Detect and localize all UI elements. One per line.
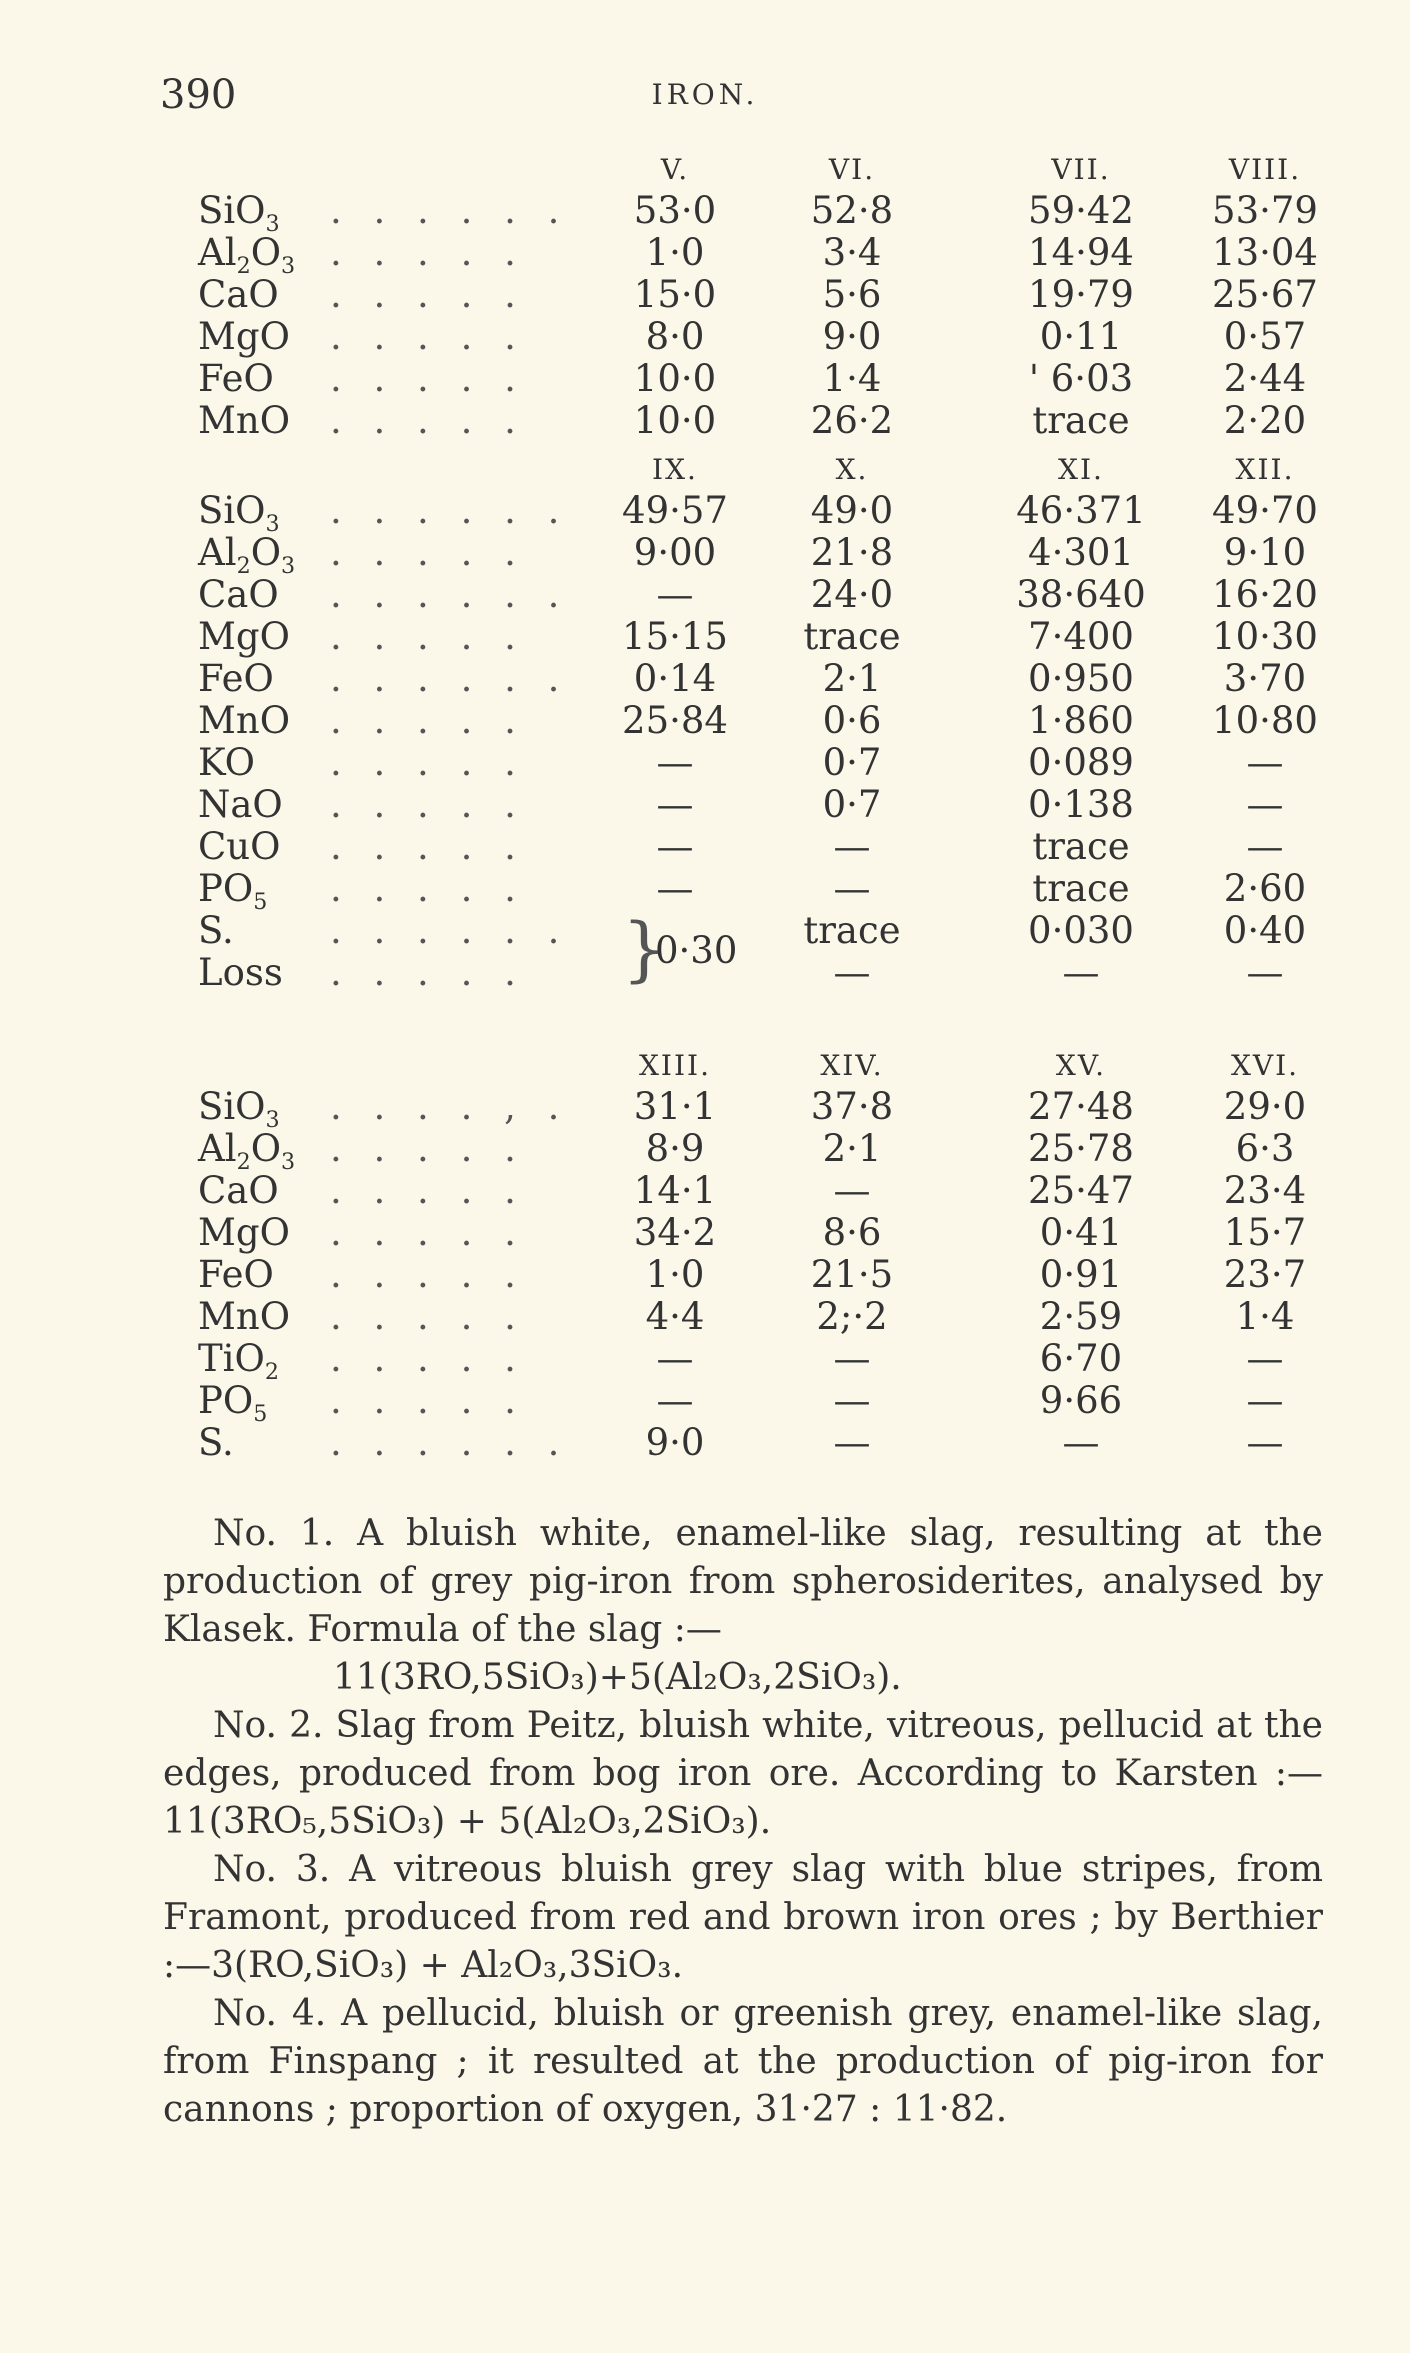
leader-dots: . . . . . (330, 1128, 526, 1170)
compound-label (198, 316, 290, 358)
compound-label (198, 358, 274, 400)
table-cell: — (1246, 951, 1284, 994)
compound-base: Al (198, 1127, 237, 1170)
table-cell: 2·1 (822, 657, 882, 700)
compound-subscript: 2 (264, 1358, 279, 1385)
leader-dots: . . . . . (330, 316, 526, 358)
table-cell: 9·66 (1039, 1379, 1123, 1422)
column-header: VI. (828, 153, 876, 186)
compound-subscript: 3 (265, 1106, 280, 1133)
table-cell: 19·79 (1028, 273, 1134, 316)
compound-base: SiO (198, 489, 266, 532)
table-cell: 15·7 (1223, 1211, 1307, 1254)
compound-base: MgO (198, 615, 290, 658)
table-row (0, 826, 1410, 868)
column-header: IX. (652, 453, 698, 486)
table-cell: 0·6 (822, 699, 882, 742)
leader-dots: . . . . . (330, 742, 526, 784)
compound-subscript-2: 3 (281, 1148, 296, 1175)
table-cell: 0·14 (633, 657, 717, 700)
table-cell: — (833, 1379, 871, 1422)
table-cell: 52·8 (810, 189, 894, 232)
table-row (0, 658, 1410, 700)
table-row (0, 1085, 1410, 1133)
table-cell: — (1062, 951, 1100, 994)
brace-glyph: } (622, 908, 667, 990)
compound-subscript-2: 3 (281, 252, 296, 279)
compound-label (198, 826, 280, 868)
table-cell: 0·089 (1028, 741, 1134, 784)
compound-rest: O (250, 231, 282, 274)
table-cell: 0·41 (1039, 1211, 1123, 1254)
compound-base: FeO (198, 357, 274, 400)
table-cell: 16·20 (1212, 573, 1318, 616)
table-cell: 1·4 (822, 357, 882, 400)
compound-label (198, 658, 274, 700)
table-cell: 49·57 (622, 489, 728, 532)
table-cell: 25·84 (622, 699, 728, 742)
table-cell: 0·138 (1028, 783, 1134, 826)
table-cell: 10·0 (633, 399, 717, 442)
compound-base: MnO (198, 399, 291, 442)
leader-dots: . . . . . (330, 1254, 526, 1296)
table-cell: 1·4 (1235, 1295, 1295, 1338)
table-cell: 0·030 (1028, 909, 1134, 952)
leader-dots: . . . . . (330, 274, 526, 316)
table-cell: 0·40 (1223, 909, 1307, 952)
leader-dots: . . . . . (330, 232, 526, 274)
table-cell: — (1062, 1421, 1100, 1464)
table-row (0, 1212, 1410, 1254)
table-cell: 53·79 (1212, 189, 1318, 232)
table-cell: 25·78 (1028, 1127, 1134, 1170)
analysis-table-3 (0, 1046, 1410, 1464)
table-cell: trace (803, 615, 901, 658)
leader-dots: . . . . . . (330, 1422, 570, 1464)
table-cell: 37·8 (810, 1085, 894, 1128)
table-row (0, 274, 1410, 316)
table-cell: — (656, 825, 694, 868)
table-cell: 53·0 (633, 189, 717, 232)
table-cell: 6·3 (1235, 1127, 1295, 1170)
table-cell: 6·70 (1039, 1337, 1123, 1380)
leader-dots: . . . . . . (330, 190, 570, 232)
table-cell: — (656, 1379, 694, 1422)
page-number: 390 (160, 72, 237, 118)
table-cell: 34·2 (633, 1211, 717, 1254)
table-cell: — (833, 951, 871, 994)
leader-dots: . . . . . . (330, 574, 570, 616)
table-cell: 9·00 (633, 531, 717, 574)
leader-dots: . . . . . (330, 826, 526, 868)
compound-subscript: 3 (265, 210, 280, 237)
table-cell: 3·4 (822, 231, 882, 274)
compound-label (198, 742, 255, 784)
table-cell: — (1246, 741, 1284, 784)
table-cell: 15·0 (633, 273, 717, 316)
leader-dots: . . . . . (330, 1212, 526, 1254)
compound-base: KO (198, 741, 255, 784)
table-cell: — (833, 867, 871, 910)
table-cell: 49·0 (810, 489, 894, 532)
table-cell: 8·0 (645, 315, 705, 358)
table-row (0, 616, 1410, 658)
table-cell: 23·4 (1223, 1169, 1307, 1212)
table-cell: 9·10 (1223, 531, 1307, 574)
compound-label (198, 274, 279, 316)
table-cell: — (656, 867, 694, 910)
compound-subscript: 3 (265, 510, 280, 537)
compound-label (198, 1296, 290, 1338)
table-cell: 1·0 (645, 1253, 705, 1296)
table-row (0, 1254, 1410, 1296)
compound-label (198, 616, 290, 658)
table-cell: 10·30 (1212, 615, 1318, 658)
compound-label (198, 910, 234, 952)
compound-base: FeO (198, 657, 274, 700)
table-cell: 49·70 (1212, 489, 1318, 532)
column-header: VIII. (1228, 153, 1302, 186)
running-head (0, 72, 1410, 122)
table-cell: 2·60 (1223, 867, 1307, 910)
compound-base: CaO (198, 573, 279, 616)
table-cell: — (1246, 783, 1284, 826)
compound-base: CaO (198, 1169, 279, 1212)
leader-dots: . . . . . (330, 616, 526, 658)
compound-subscript: 2 (236, 552, 251, 579)
compound-subscript-2: 3 (281, 552, 296, 579)
analysis-table-2 (0, 450, 1410, 994)
compound-base: MnO (198, 699, 291, 742)
table-cell: trace (1032, 399, 1130, 442)
compound-label (198, 1170, 279, 1212)
table-cell: 10·80 (1212, 699, 1318, 742)
table-cell: — (833, 1337, 871, 1380)
table-cell: 7·400 (1028, 615, 1134, 658)
table-row (0, 316, 1410, 358)
table-cell: — (656, 741, 694, 784)
leader-dots: . . . . . (330, 400, 526, 442)
table-cell: 1·0 (645, 231, 705, 274)
table-row (0, 784, 1410, 826)
compound-base: CuO (198, 825, 281, 868)
table-cell: 24·0 (810, 573, 894, 616)
table-cell: — (656, 1337, 694, 1380)
bracket-value: 0·30 (655, 929, 738, 972)
compound-base: Al (198, 231, 237, 274)
table-cell: 14·1 (633, 1169, 717, 1212)
table-cell: 2;·2 (816, 1295, 888, 1338)
table-cell: 26·2 (810, 399, 894, 442)
table-cell: 27·48 (1028, 1085, 1134, 1128)
column-header: XI. (1058, 453, 1104, 486)
table-cell: 38·640 (1016, 573, 1146, 616)
column-header: XII. (1235, 453, 1295, 486)
leader-dots: . . . . . . (330, 910, 570, 952)
compound-base: SiO (198, 189, 266, 232)
table-cell: trace (1032, 825, 1130, 868)
leader-dots: . . . . . . (330, 658, 570, 700)
table-cell: 31·1 (633, 1085, 717, 1128)
table-cell: 0·57 (1223, 315, 1307, 358)
table-row (0, 189, 1410, 237)
table-row (0, 1127, 1410, 1175)
table-cell: — (656, 573, 694, 616)
table-row (0, 867, 1410, 915)
compound-base: S. (198, 1421, 234, 1464)
table-row (0, 742, 1410, 784)
table-cell: 14·94 (1028, 231, 1134, 274)
table-cell: — (656, 783, 694, 826)
compound-base: MgO (198, 315, 290, 358)
table-cell: 13·04 (1212, 231, 1318, 274)
column-header: XVI. (1230, 1049, 1300, 1082)
table-cell: 8·6 (822, 1211, 882, 1254)
compound-label (198, 1422, 234, 1464)
table-cell: — (833, 1421, 871, 1464)
compound-label (198, 400, 290, 442)
table-header-row (0, 450, 1410, 490)
table-cell: — (1246, 1337, 1284, 1380)
analysis-table-1 (0, 150, 1410, 442)
table-cell: 0·11 (1039, 315, 1123, 358)
table-cell: 1·860 (1028, 699, 1134, 742)
compound-label (198, 784, 283, 826)
leader-dots: . . . . . (330, 1170, 526, 1212)
table-cell: — (1246, 1421, 1284, 1464)
table-cell: 21·8 (810, 531, 894, 574)
running-title: IRON. (651, 78, 759, 111)
table-cell: — (1246, 825, 1284, 868)
compound-base: CaO (198, 273, 279, 316)
table-cell: 15·15 (622, 615, 728, 658)
compound-subscript: 5 (253, 1400, 268, 1427)
table-cell: 2·59 (1039, 1295, 1123, 1338)
table-cell: 9·0 (645, 1421, 705, 1464)
table-row (0, 358, 1410, 400)
compound-base: SiO (198, 1085, 266, 1128)
table-row (0, 531, 1410, 579)
table-row (0, 700, 1410, 742)
column-header: XV. (1055, 1049, 1107, 1082)
leader-dots: . . . . . (330, 358, 526, 400)
table-cell: 5·6 (822, 273, 882, 316)
leader-dots: . . . . . (330, 1380, 526, 1422)
compound-label (198, 952, 283, 994)
compound-subscript: 5 (253, 888, 268, 915)
table-row (0, 1379, 1410, 1427)
table-cell: trace (803, 909, 901, 952)
table-cell: 23·7 (1223, 1253, 1307, 1296)
compound-rest: O (250, 1127, 282, 1170)
table-cell: 3·70 (1223, 657, 1307, 700)
compound-subscript: 2 (236, 252, 251, 279)
column-header: VII. (1051, 153, 1111, 186)
table-cell: 0·7 (822, 783, 882, 826)
table-cell: 0·91 (1039, 1253, 1123, 1296)
table-cell: 10·0 (633, 357, 717, 400)
table-cell: — (833, 825, 871, 868)
compound-base: TiO (198, 1337, 265, 1380)
note-1-formula: 11(3RO,5SiO₃)+5(Al₂O₃,2SiO₃). (333, 1657, 902, 1698)
table-header-row (0, 150, 1410, 190)
table-header-row (0, 1046, 1410, 1086)
compound-base: MgO (198, 1211, 290, 1254)
table-row (0, 1170, 1410, 1212)
leader-dots: . . . . , . (330, 1086, 570, 1128)
table-cell: 46·371 (1016, 489, 1146, 532)
compound-label (198, 1212, 290, 1254)
table-row (0, 574, 1410, 616)
table-cell: 2·44 (1223, 357, 1307, 400)
leader-dots: . . . . . (330, 700, 526, 742)
compound-rest: O (250, 531, 282, 574)
table-cell: trace (1032, 867, 1130, 910)
table-cell: 21·5 (810, 1253, 894, 1296)
column-header: V. (660, 153, 690, 186)
note-2: No. 2. Slag from Peitz, bluish white, vitreous, pellucid at the edges, produced from bog iron ore. According to Karsten :—11(3RO₅,5SiO₃) + 5(Al₂O₃,2SiO₃). (163, 1705, 1323, 1842)
table-cell: 8·9 (645, 1127, 705, 1170)
table-cell: 4·301 (1028, 531, 1134, 574)
column-header: XIV. (820, 1049, 884, 1082)
leader-dots: . . . . . (330, 868, 526, 910)
compound-base: NaO (198, 783, 283, 826)
leader-dots: . . . . . (330, 784, 526, 826)
compound-base: PO (198, 867, 254, 910)
compound-base: MnO (198, 1295, 291, 1338)
table-cell: 25·47 (1028, 1169, 1134, 1212)
compound-base: S. (198, 909, 234, 952)
table-row (0, 231, 1410, 279)
table-row (0, 1337, 1410, 1385)
table-row (0, 1296, 1410, 1338)
column-header: XIII. (638, 1049, 711, 1082)
leader-dots: . . . . . (330, 532, 526, 574)
table-row (0, 400, 1410, 442)
leader-dots: . . . . . (330, 952, 526, 994)
compound-base: FeO (198, 1253, 274, 1296)
note-3: No. 3. A vitreous bluish grey slag with blue stripes, from Framont, produced from red and brown iron ores ; by Berthier :—3(RO,SiO₃) + Al₂O₃,3SiO₃. (163, 1849, 1323, 1986)
compound-base: PO (198, 1379, 254, 1422)
leader-dots: . . . . . (330, 1296, 526, 1338)
table-cell: 9·0 (822, 315, 882, 358)
table-row (0, 1422, 1410, 1464)
table-cell: 2·1 (822, 1127, 882, 1170)
compound-label (198, 700, 290, 742)
table-cell: 4·4 (645, 1295, 705, 1338)
note-1: No. 1. A bluish white, enamel-like slag, resulting at the production of grey pig-iron from spherosiderites, analysed by Klasek. Formula of the slag :— (163, 1513, 1323, 1650)
table-row (0, 489, 1410, 537)
compound-label (198, 1254, 274, 1296)
column-header: X. (835, 453, 869, 486)
table-cell: — (1246, 1379, 1284, 1422)
compound-subscript: 2 (236, 1148, 251, 1175)
compound-base: Al (198, 531, 237, 574)
table-cell: 0·7 (822, 741, 882, 784)
table-cell: ' 6·03 (1028, 357, 1134, 400)
table-cell: 2·20 (1223, 399, 1307, 442)
note-4: No. 4. A pellucid, bluish or greenish grey, enamel-like slag, from Finspang ; it resulted at the production of pig-iron for cannons ; proportion of oxygen, 31·27 : 11·82. (163, 1993, 1323, 2130)
table-cell: 29·0 (1223, 1085, 1307, 1128)
table-cell: 59·42 (1028, 189, 1134, 232)
footnotes (163, 1510, 1323, 2134)
compound-base: Loss (198, 951, 283, 994)
table-cell: — (833, 1169, 871, 1212)
leader-dots: . . . . . (330, 1338, 526, 1380)
leader-dots: . . . . . . (330, 490, 570, 532)
compound-label (198, 574, 279, 616)
table-cell: 0·950 (1028, 657, 1134, 700)
table-cell: 25·67 (1212, 273, 1318, 316)
